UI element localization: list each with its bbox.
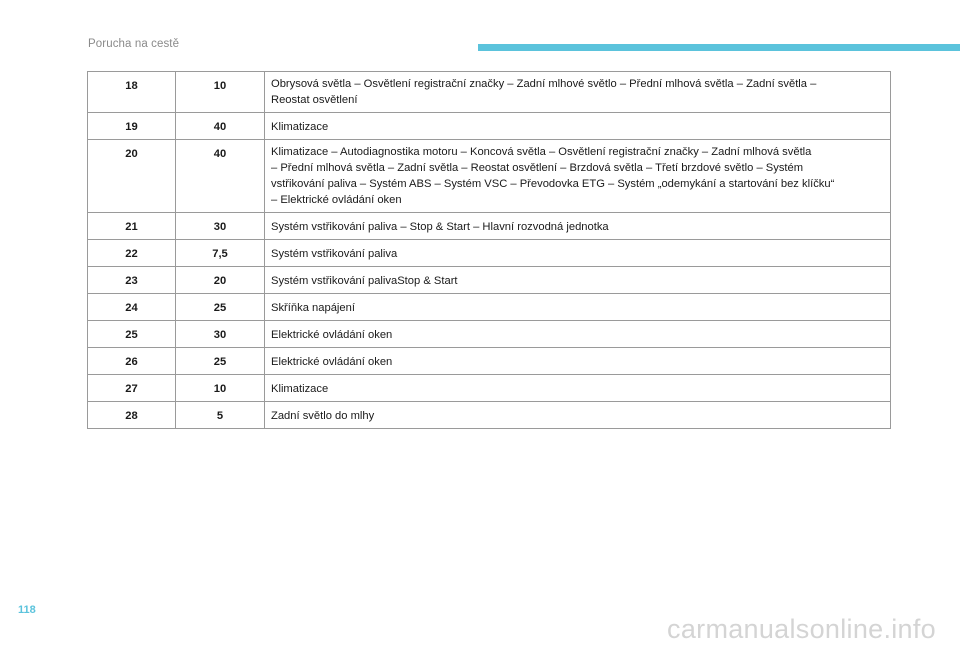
description-line: – Elektrické ovládání oken [271,194,402,206]
description-line: Obrysová světla – Osvětlení registrační značky – Zadní mlhové světlo – Přední mlhová světla – Zadní světla – [271,78,817,90]
fuse-table-body [88,72,891,429]
fuse-amperage-cell: 25 [176,294,265,321]
fuse-table-row [88,402,891,429]
description-line: Elektrické ovládání oken [271,356,393,368]
description-line: – Přední mlhová světla – Zadní světla – Reostat osvětlení – Brzdová světla – Třetí brzdové světlo – Systém [271,162,804,174]
fuse-number-cell: 25 [88,321,176,348]
fuse-amperage-cell: 25 [176,348,265,375]
description-line: Skříňka napájení [271,302,355,314]
description-line: Reostat osvětlení [271,94,358,106]
fuse-amperage-cell: 40 [176,140,265,213]
fuse-table-row [88,321,891,348]
fuse-description-cell [265,113,891,140]
fuse-amperage-cell: 30 [176,213,265,240]
watermark: carmanualsonline.info [667,614,936,644]
fuse-number-cell: 23 [88,267,176,294]
header-accent-bar [478,44,960,51]
fuse-description-cell [265,375,891,402]
page-number: 118 [18,604,36,616]
description-line: Klimatizace [271,383,329,395]
fuse-table-row [88,72,891,113]
description-line: Systém vstřikování paliva [271,248,398,260]
fuse-number-cell: 24 [88,294,176,321]
fuse-table-row [88,140,891,213]
fuse-table-row [88,113,891,140]
description-line: vstřikování paliva – Systém ABS – Systém VSC – Převodovka ETG – Systém „odemykání a startování bez klíčku“ [271,178,835,190]
fuse-table [87,71,891,429]
fuse-description-cell [265,213,891,240]
fuse-description-cell [265,240,891,267]
fuse-table-row [88,375,891,402]
fuse-description-cell [265,72,891,113]
fuse-amperage-cell: 5 [176,402,265,429]
fuse-description-cell [265,321,891,348]
fuse-table-row [88,213,891,240]
fuse-amperage-cell: 10 [176,375,265,402]
fuse-table-row [88,240,891,267]
description-line: Klimatizace [271,121,329,133]
fuse-number-cell: 20 [88,140,176,213]
fuse-number-cell: 28 [88,402,176,429]
fuse-number-cell: 21 [88,213,176,240]
description-line: Systém vstřikování palivaStop & Start [271,275,458,287]
description-line: Zadní světlo do mlhy [271,410,375,422]
fuse-description-cell [265,294,891,321]
description-line: Klimatizace – Autodiagnostika motoru – Koncová světla – Osvětlení registrační značky – Zadní mlhová světla [271,146,812,158]
fuse-number-cell: 27 [88,375,176,402]
fuse-amperage-cell: 30 [176,321,265,348]
fuse-number-cell: 26 [88,348,176,375]
fuse-table-row [88,348,891,375]
fuse-description-cell [265,267,891,294]
fuse-amperage-cell: 7,5 [176,240,265,267]
fuse-description-cell [265,402,891,429]
fuse-table-row [88,294,891,321]
fuse-description-cell [265,348,891,375]
fuse-amperage-cell: 20 [176,267,265,294]
fuse-amperage-cell: 40 [176,113,265,140]
fuse-amperage-cell: 10 [176,72,265,113]
section-title: Porucha na cestě [88,38,180,50]
fuse-number-cell: 19 [88,113,176,140]
fuse-description-cell [265,140,891,213]
fuse-number-cell: 18 [88,72,176,113]
description-line: Systém vstřikování paliva – Stop & Start – Hlavní rozvodná jednotka [271,221,609,233]
fuse-table-row [88,267,891,294]
fuse-number-cell: 22 [88,240,176,267]
description-line: Elektrické ovládání oken [271,329,393,341]
